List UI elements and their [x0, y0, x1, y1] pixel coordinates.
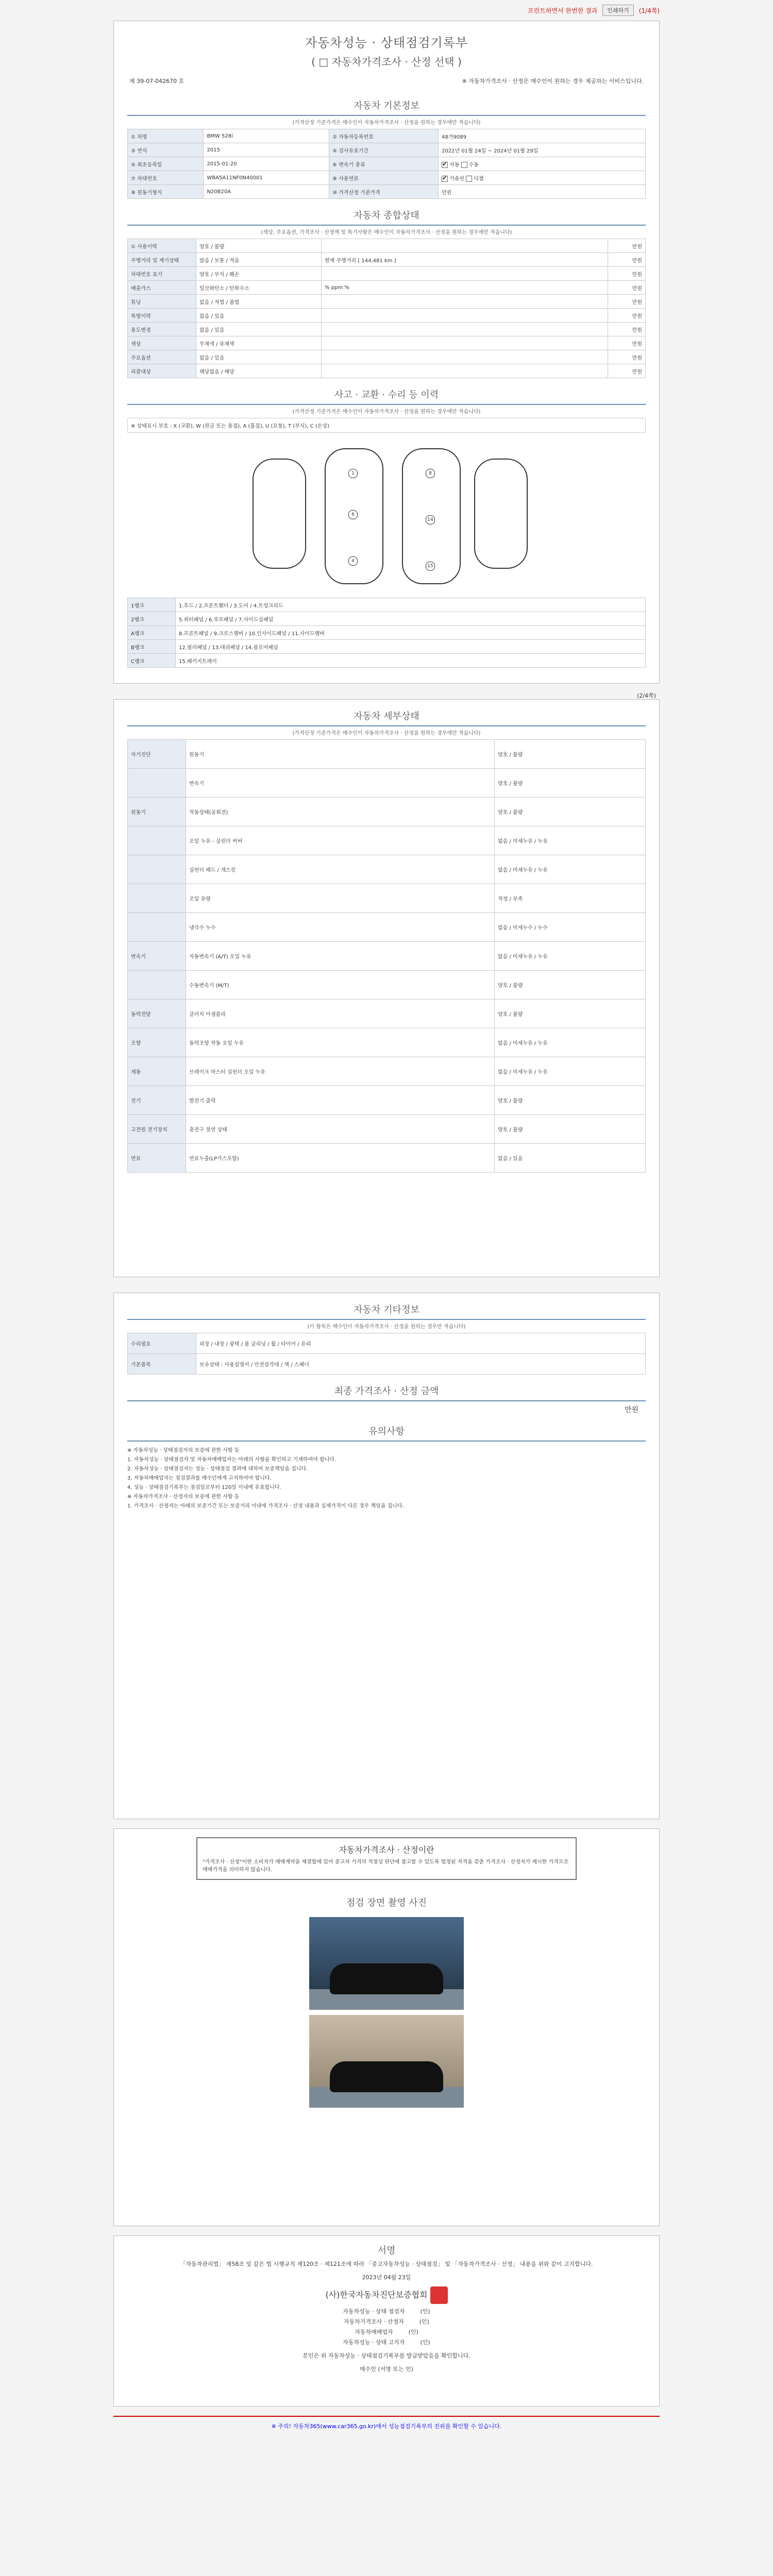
notes-title: 유의사항: [127, 1424, 646, 1442]
price-basis-label: ⑩ 가격산정 기준가격: [329, 185, 439, 199]
page: [113, 0, 660, 2435]
detail-state: 양호 / 불량: [495, 798, 646, 826]
no-value: 39-07-042670: [137, 78, 177, 84]
warranty-value: 2022년 01월 24일 ~ 2024년 01월 29일: [439, 143, 646, 157]
note-line: ※ 자동차가격조사 · 산정자의 보증에 관한 사항 등: [127, 1494, 240, 1500]
status-row: [128, 295, 646, 309]
detail-device: 원동기: [128, 798, 186, 826]
checkbox-auto: [442, 162, 448, 168]
detail-item: 자동변속기 (A/T) 오일 누유: [186, 942, 495, 971]
detail-row: [128, 826, 646, 855]
year-value: 2015: [204, 143, 329, 157]
overall-status-title: 자동차 종합상태: [127, 208, 646, 226]
detail-state: 양호 / 불량: [495, 999, 646, 1028]
buyer-sign: 매수인 (서명 또는 인): [359, 2366, 414, 2372]
status-state: 양호 / 부식 / 훼손: [196, 267, 322, 281]
status-value: [322, 239, 608, 253]
sign-mark: (인): [420, 2308, 430, 2315]
sign-role: 자동차매매업자: [355, 2329, 393, 2335]
sign-row: [114, 2328, 659, 2336]
frame-items: 1.후드 / 2.프론트휀더 / 3.도어 / 4.트렁크리드: [176, 598, 646, 612]
detail-device: 조향: [128, 1028, 186, 1057]
detail-state: 없음 / 미세누유 / 누유: [495, 1028, 646, 1057]
detail-item: 냉각수 누수: [186, 913, 495, 942]
detail-device: [128, 855, 186, 884]
other-row: [128, 1354, 646, 1375]
other-info-table: [127, 1333, 646, 1375]
status-state: 없음 / 있음: [196, 323, 322, 336]
status-value: [322, 309, 608, 323]
status-state: 양호 / 불량: [196, 239, 322, 253]
sheet-page-4: [113, 1828, 660, 2226]
status-label: 색상: [128, 336, 196, 350]
photo-title: 점검 장면 촬영 사진: [346, 1897, 427, 1908]
frame-row: [128, 612, 646, 626]
final-price-title: 최종 가격조사 · 산정 금액: [127, 1384, 646, 1401]
detail-device: 자기진단: [128, 740, 186, 769]
status-price: 만원: [608, 253, 646, 267]
status-label: ① 사용이력: [128, 239, 196, 253]
note-line: 3. 자동차매매업자는 점검결과를 매수인에게 고지하여야 합니다.: [127, 1476, 272, 1481]
status-price: 만원: [608, 350, 646, 364]
status-price: 만원: [608, 239, 646, 253]
status-state: 없음 / 적법 / 불법: [196, 295, 322, 309]
other-label: 기본품목: [128, 1354, 196, 1375]
sign-row: [114, 2338, 659, 2346]
detail-device: 연료: [128, 1144, 186, 1173]
doc-number-line: [114, 73, 659, 89]
checkbox-diesel: [466, 176, 472, 182]
marker-roof: 6: [348, 510, 358, 519]
status-label: 용도변경: [128, 323, 196, 336]
detail-state: 양호 / 불량: [495, 971, 646, 999]
status-row: [128, 309, 646, 323]
note-line: ※ 자동차성능 · 상태점검자의 보증에 관한 사항 등: [127, 1448, 240, 1453]
detail-device: 고전원 전기장치: [128, 1115, 186, 1144]
status-price: 만원: [608, 323, 646, 336]
frame-items: 8.프론트패널 / 9.크로스멤버 / 10.인사이드패널 / 11.사이드멤버: [176, 626, 646, 640]
detail-row: [128, 884, 646, 913]
reg-date-label: ⑤ 최초등록일: [128, 157, 204, 171]
detail-item: 변속기: [186, 769, 495, 798]
status-row: [128, 253, 646, 267]
marker-floor: 14: [426, 515, 435, 524]
doc-title: 자동차성능 · 상태점검기록부: [305, 36, 468, 50]
status-state: 없음 / 있음: [196, 350, 322, 364]
detail-state: 양호 / 불량: [495, 740, 646, 769]
receive-text: 본인은 위 자동차성능 · 상태점검기록부를 발급받았음을 확인합니다.: [303, 2352, 470, 2359]
detail-row: [128, 942, 646, 971]
frame-rank: C랭크: [128, 654, 176, 668]
top-bar: [113, 0, 660, 21]
plate-label: ② 자동차등록번호: [329, 129, 439, 143]
detail-item: 충전구 절연 상태: [186, 1115, 495, 1144]
detail-device: [128, 913, 186, 942]
status-state: 없음 / 있음: [196, 309, 322, 323]
detail-item: 수동변속기 (M/T): [186, 971, 495, 999]
note-line: 2. 자동차성능 · 상태점검자는 성능 · 상태점검 결과에 대하여 보증책임을 집니다.: [127, 1466, 308, 1472]
footer-notice: ※ 주의! 자동차365(www.car365.go.kr)에서 성능점검기록부의 진위를 확인할 수 있습니다.: [113, 2416, 660, 2435]
status-value: [322, 323, 608, 336]
detail-state: 적정 / 부족: [495, 884, 646, 913]
print-button[interactable]: 인쇄하기: [602, 5, 634, 16]
basic-info-table: [127, 129, 646, 199]
detail-row: [128, 1057, 646, 1086]
status-row: [128, 281, 646, 295]
status-value: [322, 295, 608, 309]
detail-item: 클러치 어셈블리: [186, 999, 495, 1028]
detail-state: 없음 / 미세누유 / 누유: [495, 826, 646, 855]
company-name-line: [117, 2286, 656, 2304]
plate-value: 48가9089: [439, 129, 646, 143]
sign-row: [114, 2307, 659, 2315]
motor-value: N20B20A: [204, 185, 329, 199]
status-price: 만원: [608, 336, 646, 350]
car-name-label: ① 차명: [128, 129, 204, 143]
marker-trunk: 4: [348, 556, 358, 566]
frame-items: 12.필러패널 / 13.대쉬패널 / 14.플로어패널: [176, 640, 646, 654]
note-line: 4. 성능 · 상태점검기록부는 점검일로부터 120일 이내에 유효합니다.: [127, 1485, 281, 1490]
status-label: 튜닝: [128, 295, 196, 309]
sign-rows: [114, 2307, 659, 2346]
basic-info-title: 자동차 기본정보: [127, 98, 646, 116]
print-notice: 프린트하면서 한번한 결과: [528, 7, 598, 14]
status-value: [322, 350, 608, 364]
status-state: 해당없음 / 해당: [196, 364, 322, 378]
frame-rank-table: [127, 598, 646, 668]
status-price: 만원: [608, 295, 646, 309]
status-value: % ppm %: [322, 281, 608, 295]
detail-item: 오일 유량: [186, 884, 495, 913]
frame-rank: B랭크: [128, 640, 176, 654]
sign-title: 서명: [377, 2245, 396, 2256]
inspection-photo-2: [309, 2015, 464, 2108]
page-number-2: (2/4쪽): [637, 692, 656, 699]
car-name-value: BMW 528i: [204, 129, 329, 143]
car-side-right: [474, 459, 528, 569]
basic-info-note: (가격산정 기준가격은 매수인이 자동차가격조사 · 산정을 원하는 경우에만 적습니다): [292, 120, 481, 126]
status-label: 주행거리 및 계기상태: [128, 253, 196, 267]
detail-item: 발전기 출력: [186, 1086, 495, 1115]
status-price: 만원: [608, 364, 646, 378]
transmission-options: ✔ 자동 수동: [439, 157, 646, 171]
detail-device: 전기: [128, 1086, 186, 1115]
frame-row: [128, 640, 646, 654]
detail-device: [128, 826, 186, 855]
frame-rank: A랭크: [128, 626, 176, 640]
frame-rank: 1랭크: [128, 598, 176, 612]
doc-subtitle: ( □ 자동차가격조사 · 산정 선택 ): [311, 56, 462, 68]
status-state: 일산화탄소 / 탄화수소: [196, 281, 322, 295]
marker-hood: 1: [348, 469, 358, 478]
detail-state: 없음 / 미세누유 / 누유: [495, 1057, 646, 1086]
status-label: 주요옵션: [128, 350, 196, 364]
company-name: (사)한국자동차진단보증협회: [325, 2290, 428, 2300]
accident-note: (가격산정 기준가격은 매수인이 자동차가격조사 · 산정을 원하는 경우에만 적습니다): [292, 409, 481, 415]
accident-legend: ※ 상태표시 부호 : X (교환), W (판금 또는 용접), A (흠집), U (요철), T (부식), C (손상): [127, 418, 646, 433]
detail-item: 오일 누유 - 실린더 커버: [186, 826, 495, 855]
note-line: 1. 자동차성능 · 상태점검자 및 자동차매매업자는 아래의 사항을 확인하고 기재하여야 합니다.: [127, 1457, 337, 1463]
detail-state: 양호 / 불량: [495, 1086, 646, 1115]
status-row: [128, 323, 646, 336]
price-basis-value: 만원: [439, 185, 646, 199]
status-label: 특별이력: [128, 309, 196, 323]
sign-mark: (인): [419, 2318, 429, 2325]
detail-device: 동력전달: [128, 999, 186, 1028]
car-diagram: [242, 438, 531, 592]
overall-status-table: [127, 239, 646, 378]
sign-date: 2023년 04월 23일: [362, 2274, 411, 2281]
reg-date-value: 2015-01-20: [204, 157, 329, 171]
detail-row: [128, 798, 646, 826]
status-row: [128, 336, 646, 350]
frame-row: [128, 654, 646, 668]
detail-row: [128, 769, 646, 798]
final-price-value: 만원: [624, 1406, 638, 1414]
checkbox-manual: [461, 162, 467, 168]
other-info-note: (이 항목은 매수인이 자동차가격조사 · 산정을 원하는 경우만 적습니다): [307, 1324, 466, 1330]
detail-item: 브레이크 마스터 실린더 오일 누유: [186, 1057, 495, 1086]
status-label: 리콜대상: [128, 364, 196, 378]
status-value: [322, 336, 608, 350]
status-value: 현재 주행거리 [ 144,481 km ]: [322, 253, 608, 267]
status-row: [128, 267, 646, 281]
price-info-text: "가격조사 · 산정"이란 소비자가 매매계약을 체결함에 있어 중고차 가격의 적절성 판단에 참고할 수 있도록 법정된 자격을 갖춘 가격조사 · 산정자가 제시한 가격으로 매매가격을 의미하지 않습니다.: [203, 1859, 569, 1873]
vin-value: WBA5A11NF0N40001: [204, 171, 329, 185]
detail-state: 없음 / 미세누유 / 누유: [495, 855, 646, 884]
detail-item: 작동상태(공회전): [186, 798, 495, 826]
detail-item: 원동기: [186, 740, 495, 769]
motor-label: ⑨ 원동기형식: [128, 185, 204, 199]
detail-state: 없음 / 미세누유 / 누유: [495, 942, 646, 971]
warranty-label: ④ 검사유효기간: [329, 143, 439, 157]
detail-row: [128, 1144, 646, 1173]
status-row: [128, 364, 646, 378]
other-label: 수리필요: [128, 1333, 196, 1354]
status-row: [128, 350, 646, 364]
status-price: 만원: [608, 281, 646, 295]
vin-label: ⑦ 차대번호: [128, 171, 204, 185]
fuel-label: ⑧ 사용연료: [329, 171, 439, 185]
status-price: 만원: [608, 309, 646, 323]
marker-package-tray: 15: [426, 562, 435, 571]
sign-row: [114, 2317, 659, 2326]
detail-device: 변속기: [128, 942, 186, 971]
sign-text: 「자동차관리법」 제58조 및 같은 법 시행규칙 제120조 · 제121조에 따라 「중고자동차성능 · 상태점검」 및 「자동차가격조사 · 산정」 내용을 위와 같이 고지합니다.: [180, 2261, 593, 2267]
sign-role: 자동차성능 · 상태 고지자: [343, 2339, 405, 2346]
price-info-box: [196, 1837, 577, 1880]
year-label: ③ 연식: [128, 143, 204, 157]
frame-row: [128, 626, 646, 640]
sign-section: [113, 2235, 660, 2406]
detail-status-table: [127, 739, 646, 1173]
detail-state: 양호 / 불량: [495, 1115, 646, 1144]
transmission-label: ⑥ 변속기 종류: [329, 157, 439, 171]
checkbox-gasoline: [442, 176, 448, 182]
status-state: 많음 / 보통 / 적음: [196, 253, 322, 267]
detail-row: [128, 1028, 646, 1057]
notes-list: [127, 1447, 646, 1510]
status-price: 만원: [608, 267, 646, 281]
price-info-title: 자동차가격조사 · 산정이란: [339, 1845, 434, 1855]
detail-state: 없음 / 미세누수 / 누수: [495, 913, 646, 942]
detail-row: [128, 1115, 646, 1144]
status-value: [322, 364, 608, 378]
detail-item: 연료누출(LP가스포함): [186, 1144, 495, 1173]
detail-row: [128, 913, 646, 942]
frame-row: [128, 598, 646, 612]
other-items: 외장 / 내장 / 광택 / 룸 클리닝 / 휠 / 타이어 / 유리: [196, 1333, 646, 1354]
sign-role: 자동차성능 · 상태 점검자: [343, 2308, 405, 2315]
other-row: [128, 1333, 646, 1354]
detail-state: 양호 / 불량: [495, 769, 646, 798]
accident-title: 사고 · 교환 · 수리 등 이력: [127, 387, 646, 405]
detail-item: 실린더 헤드 / 개스킷: [186, 855, 495, 884]
status-state: 무채색 / 유채색: [196, 336, 322, 350]
ho-label: 호: [178, 78, 184, 84]
company-stamp: [430, 2286, 448, 2304]
frame-items: 15.패키지트레이: [176, 654, 646, 668]
detail-device: [128, 971, 186, 999]
frame-items: 5.쿼터패널 / 6.루프패널 / 7.사이드실패널: [176, 612, 646, 626]
frame-rank: 2랭크: [128, 612, 176, 626]
overall-status-note: (색상, 주요옵션, 가격조사 · 산정액 및 특기사항은 매수인이 자동차가격조사 · 산정을 원하는 경우에만 적습니다): [261, 230, 512, 235]
fuel-options: ✔ 가솔린 디젤: [439, 171, 646, 185]
sign-mark: (인): [420, 2339, 430, 2346]
sheet-page-3: [113, 1293, 660, 1819]
detail-item: 동력조향 작동 오일 누유: [186, 1028, 495, 1057]
marker-front-panel: 8: [426, 469, 435, 478]
detail-row: [128, 740, 646, 769]
status-row: [128, 239, 646, 253]
detail-device: 제동: [128, 1057, 186, 1086]
detail-row: [128, 855, 646, 884]
detail-row: [128, 971, 646, 999]
status-label: 배출가스: [128, 281, 196, 295]
car-side-left: [253, 459, 306, 569]
sign-role: 자동차가격조사 · 산정자: [344, 2318, 404, 2325]
detail-row: [128, 999, 646, 1028]
other-items: 보유상태 : 사용설명서 / 안전삼각대 / 잭 / 스패너: [196, 1354, 646, 1375]
status-value: [322, 267, 608, 281]
other-info-title: 자동차 기타정보: [127, 1302, 646, 1320]
statement: ※ 자동차가격조사 · 산정은 매수인이 원하는 경우 제공하는 서비스입니다.: [462, 78, 644, 84]
detail-device: [128, 769, 186, 798]
detail-row: [128, 1086, 646, 1115]
status-label: 차대번호 표기: [128, 267, 196, 281]
page-number: (1/4쪽): [638, 7, 660, 14]
detail-status-note: (가격산정 기준가격은 매수인이 자동차가격조사 · 산정을 원하는 경우에만 적습니다): [292, 731, 481, 736]
sheet-page-2: [113, 692, 660, 1277]
sheet-page-1: [113, 21, 660, 684]
detail-device: [128, 884, 186, 913]
sign-mark: (인): [408, 2329, 418, 2335]
note-line: 1. 가격조사 · 산정자는 아래의 보증기간 또는 보증거리 이내에 가격조사 · 산정 내용과 실제가격이 다른 경우 책임을 집니다.: [127, 1503, 404, 1509]
detail-state: 없음 / 있음: [495, 1144, 646, 1173]
no-label: 제: [129, 78, 135, 84]
detail-status-title: 자동차 세부상태: [127, 709, 646, 726]
inspection-photo-1: [309, 1917, 464, 2010]
